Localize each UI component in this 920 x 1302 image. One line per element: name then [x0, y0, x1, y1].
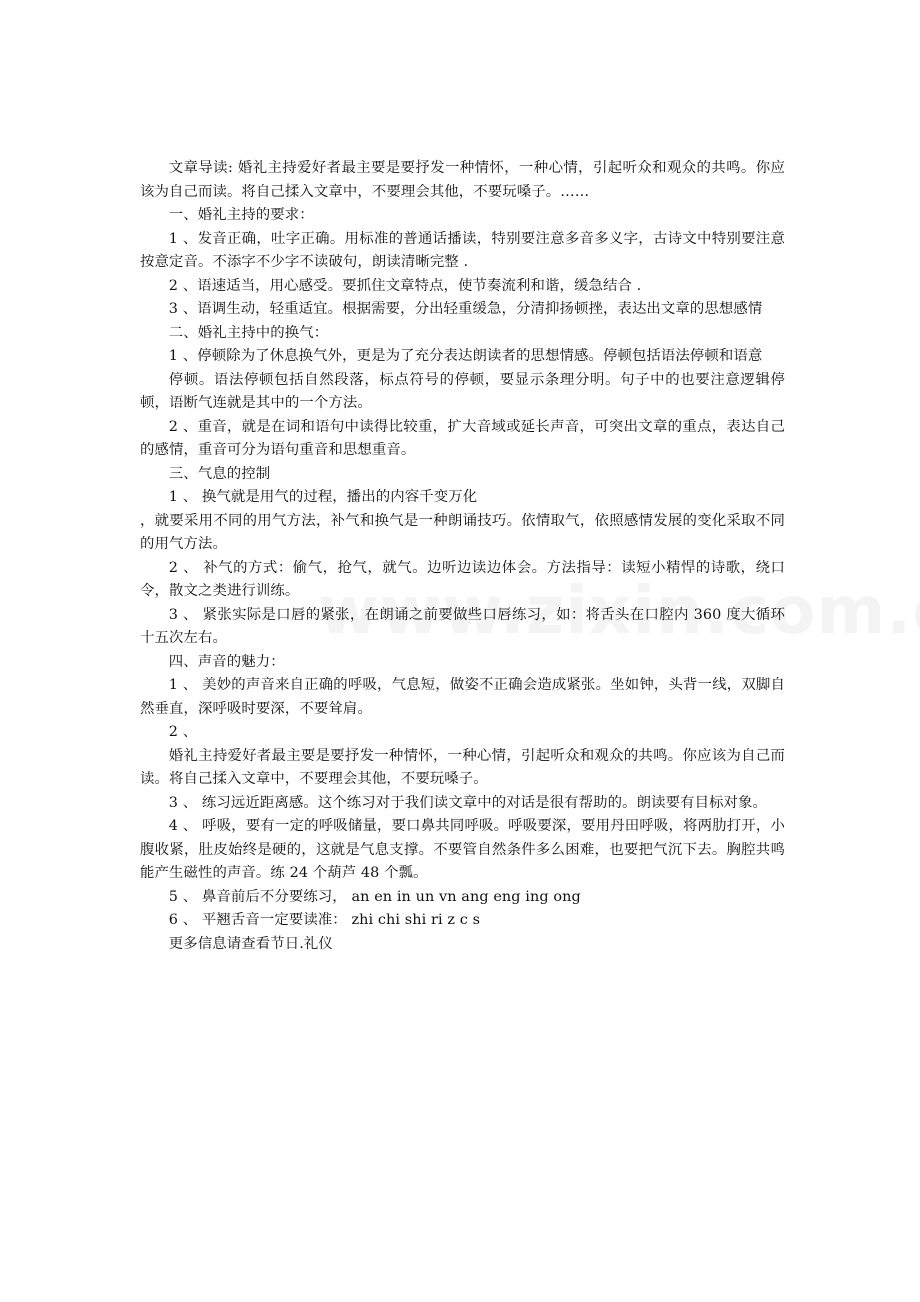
requirement-item-3: 3 、语调生动，轻重适宜。根据需要，分出轻重缓急，分清抑扬顿挫，表达出文章的思想感情	[168, 301, 763, 317]
voice-item-4: 4 、 呼吸，要有一定的呼吸储量，要口鼻共同呼吸。呼吸要深，要用丹田呼吸，将两肋打开，小腹收紧，肚皮始终是硬的，这就是气息支撑。不要管自然条件多么困难，也要把气沉下去。胸腔共鸣能产生磁性的声音。练 24 个葫芦 48 个瓢。	[140, 818, 785, 881]
article-body	[140, 157, 785, 956]
breathing-item-2: 2 、重音，就是在词和语句中读得比较重，扩大音域或延长声音，可突出文章的重点，表达自己的感情，重音可分为语句重音和思想重音。	[140, 418, 785, 458]
voice-item-6: 6 、 平翘舌音一定要读准： zhi chi shi ri z c s	[168, 912, 481, 928]
voice-item-5: 5 、 鼻音前后不分要练习， an en in un vn ang eng ing ong	[168, 888, 581, 905]
voice-item-1: 1 、 美妙的声音来自正确的呼吸，气息短，做姿不正确会造成紧张。坐如钟，头背一线，双脚自然垂直，深呼吸时要深，不要耸肩。	[140, 677, 785, 717]
intro-paragraph: 文章导读: 婚礼主持爱好者最主要是要抒发一种情怀，一种心情，引起听众和观众的共鸣。你应该为自己而读。将自己揉入文章中，不要理会其他，不要玩嗓子。……	[140, 160, 785, 200]
requirement-item-2: 2 、语速适当，用心感受。要抓住文章特点，使节奏流利和谐，缓急结合 .	[168, 277, 642, 294]
control-item-1-continued: ，就要采用不同的用气方法，补气和换气是一种朗诵技巧。依情取气，依照感情发展的变化采取不同的用气方法。	[140, 512, 785, 552]
voice-item-2-number: 2 、	[168, 724, 198, 740]
control-item-2: 2 、 补气的方式：偷气，抢气，就气。边听边读边体会。方法指导：读短小精悍的诗歌，绕口令，散文之类进行训练。	[140, 559, 785, 599]
section-heading-breath-control: 三、气息的控制	[168, 465, 271, 482]
breathing-item-1: 1 、停顿除为了休息换气外，更是为了充分表达朗读者的思想情感。停顿包括语法停顿和语意	[168, 348, 763, 364]
voice-item-2-text: 婚礼主持爱好者最主要是要抒发一种情怀，一种心情，引起听众和观众的共鸣。你应该为自己而读。将自己揉入文章中，不要理会其他，不要玩嗓子。	[140, 747, 785, 787]
section-heading-requirements: 一、婚礼主持的要求：	[168, 207, 314, 223]
requirement-item-1: 1 、发音正确，吐字正确。用标准的普通话播读，特别要注意多音多义字，古诗文中特别要注意按意定音。不添字不少字不读破句，朗读清晰完整 .	[140, 230, 785, 270]
voice-item-3: 3 、 练习远近距离感。这个练习对于我们读文章中的对话是很有帮助的。朗读要有目标对象。	[168, 794, 768, 811]
section-heading-voice-charm: 四、声音的魅力：	[168, 653, 285, 670]
control-item-1: 1 、 换气就是用气的过程，播出的内容千变万化	[168, 489, 478, 505]
section-heading-breathing: 二、婚礼主持中的换气：	[168, 324, 329, 341]
breathing-item-1-continued: 停顿。语法停顿包括自然段落，标点符号的停顿，要显示条理分明。句子中的也要注意逻辑停顿，语断气连就是其中的一个方法。	[140, 371, 785, 411]
footer-more-info: 更多信息请查看节日.礼仪	[168, 935, 333, 952]
control-item-3: 3 、 紧张实际是口唇的紧张，在朗诵之前要做些口唇练习，如：将舌头在口腔内 360 度大循环十五次左右。	[140, 606, 785, 646]
